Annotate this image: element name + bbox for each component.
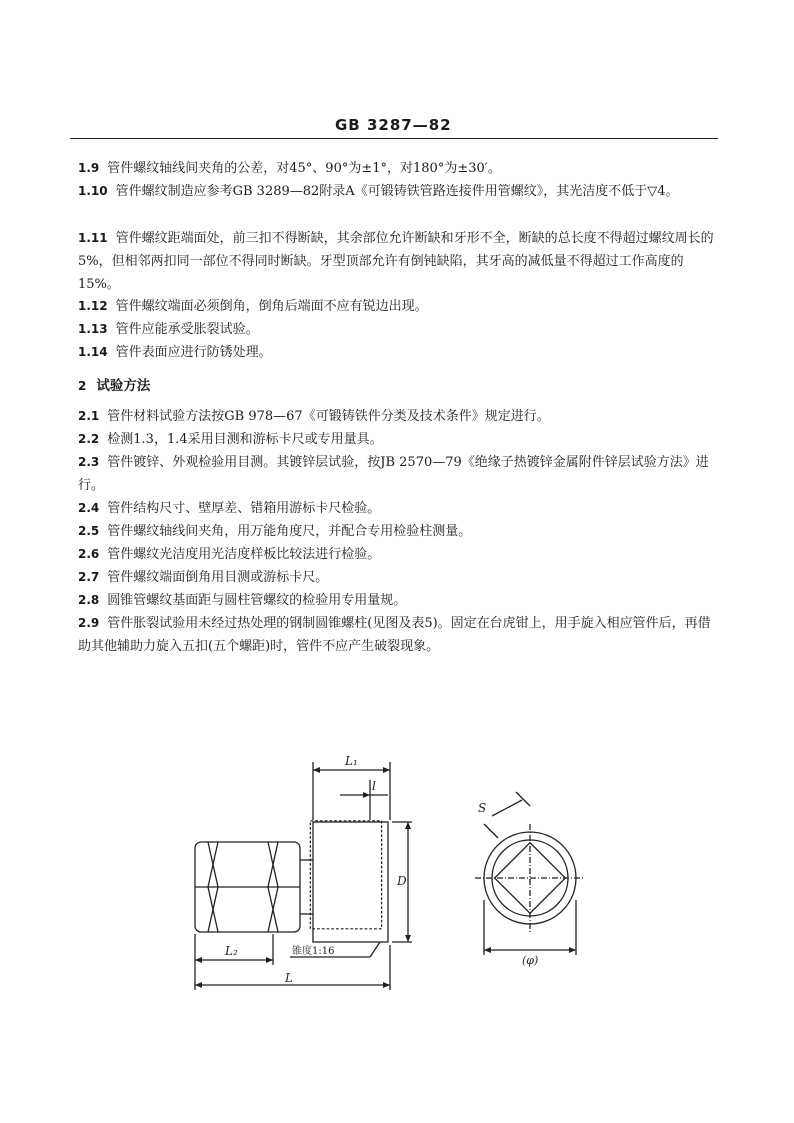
label-D: D: [397, 874, 407, 888]
clause-number: 2.2: [78, 432, 100, 446]
clause-2-6: [78, 543, 718, 566]
clause-1-11: [78, 227, 718, 296]
stud-threaded-body: [313, 822, 388, 942]
clause-number: 2.8: [78, 593, 100, 607]
clause-text: 管件结构尺寸、壁厚差、错箱用游标卡尺检验。: [107, 501, 381, 516]
clause-text: 检测1.3，1.4采用目测和游标卡尺或专用量具。: [107, 432, 383, 447]
header-rule: [70, 138, 718, 139]
clause-2-3: [78, 451, 718, 497]
clause-number: 1.9: [78, 161, 100, 175]
clause-number: 2.4: [78, 501, 100, 515]
clause-text: 管件螺纹端面倒角用目测或游标卡尺。: [107, 570, 329, 585]
label-taper: 锥度1:16: [292, 946, 335, 957]
clause-number: 1.14: [78, 345, 108, 359]
clause-text: 管件螺纹轴线间夹角，用万能角度尺，并配合专用检验柱测量。: [107, 524, 472, 539]
clause-2-1: [78, 405, 718, 428]
clause-number: 1.10: [78, 184, 108, 198]
label-L2: L₂: [225, 944, 238, 958]
clause-number: 2.3: [78, 455, 100, 469]
clause-1-10: [78, 180, 718, 203]
clause-1-14: [78, 341, 718, 364]
clause-number: 2.1: [78, 409, 100, 423]
page-header-title: GB 3287—82: [335, 116, 452, 134]
clause-text: 圆锥管螺纹基面距与圆柱管螺纹的检验用专用量规。: [107, 593, 407, 608]
clause-1-12: [78, 295, 718, 318]
clause-number: 2.7: [78, 570, 100, 584]
clause-text: 管件螺纹轴线间夹角的公差，对45°、90°为±1°，对180°为±30′。: [107, 161, 501, 176]
label-L: L: [285, 971, 293, 985]
clause-text: 管件螺纹距端面处，前三扣不得断缺，其余部位允许断缺和牙形不全，断缺的总长度不得超过螺纹周长的5%，但相邻两扣同一部位不得同时断缺。牙型顶部允许有倒钝缺陷，其牙高的减低量不得超过工作高度的15%。: [78, 231, 714, 292]
clause-number: 1.13: [78, 322, 108, 336]
clause-text: 管件镀锌、外观检验用目测。其镀锌层试验，按JB 2570—79《绝缘子热镀锌金属附件锌层试验方法》进行。: [78, 455, 709, 493]
label-S: S: [478, 801, 487, 815]
clause-text: 管件表面应进行防锈处理。: [115, 345, 272, 360]
clause-2-8: [78, 589, 718, 612]
clause-text: 管件螺纹端面必须倒角，倒角后端面不应有锐边出现。: [115, 299, 428, 314]
label-L1: L₁: [345, 754, 358, 768]
section-2-heading: [78, 374, 150, 394]
clause-text: 管件胀裂试验用未经过热处理的钢制圆锥螺柱(见图及表5)。固定在台虎钳上，用手旋入相应管件后，再借助其他辅助力旋入五扣(五个螺距)时，管件不应产生破裂现象。: [78, 616, 711, 654]
taper-stud-drawing: [180, 750, 620, 1010]
clause-number: 2.6: [78, 547, 100, 561]
clause-text: 管件材料试验方法按GB 978—67《可锻铸铁件分类及技术条件》规定进行。: [107, 409, 550, 424]
label-phi: (φ): [522, 954, 539, 967]
section-title-text: 试验方法: [96, 378, 151, 394]
clause-2-7: [78, 566, 718, 589]
clause-1-9: [78, 157, 718, 180]
clause-text: 管件螺纹光洁度用光洁度样板比较法进行检验。: [107, 547, 381, 562]
section-number: 2: [78, 379, 87, 393]
clause-2-5: [78, 520, 718, 543]
clause-number: 2.5: [78, 524, 100, 538]
clause-2-2: [78, 428, 718, 451]
clause-text: 管件螺纹制造应参考GB 3289—82附录A《可锻铸铁管路连接件用管螺纹》，其光洁度不低于▽4。: [115, 184, 679, 199]
clause-number: 2.9: [78, 616, 100, 630]
label-l: l: [372, 779, 376, 793]
clause-number: 1.12: [78, 299, 108, 313]
clause-2-9: [78, 612, 718, 658]
clause-text: 管件应能承受胀裂试验。: [115, 322, 259, 337]
clause-2-4: [78, 497, 718, 520]
clause-1-13: [78, 318, 718, 341]
clause-number: 1.11: [78, 231, 108, 245]
